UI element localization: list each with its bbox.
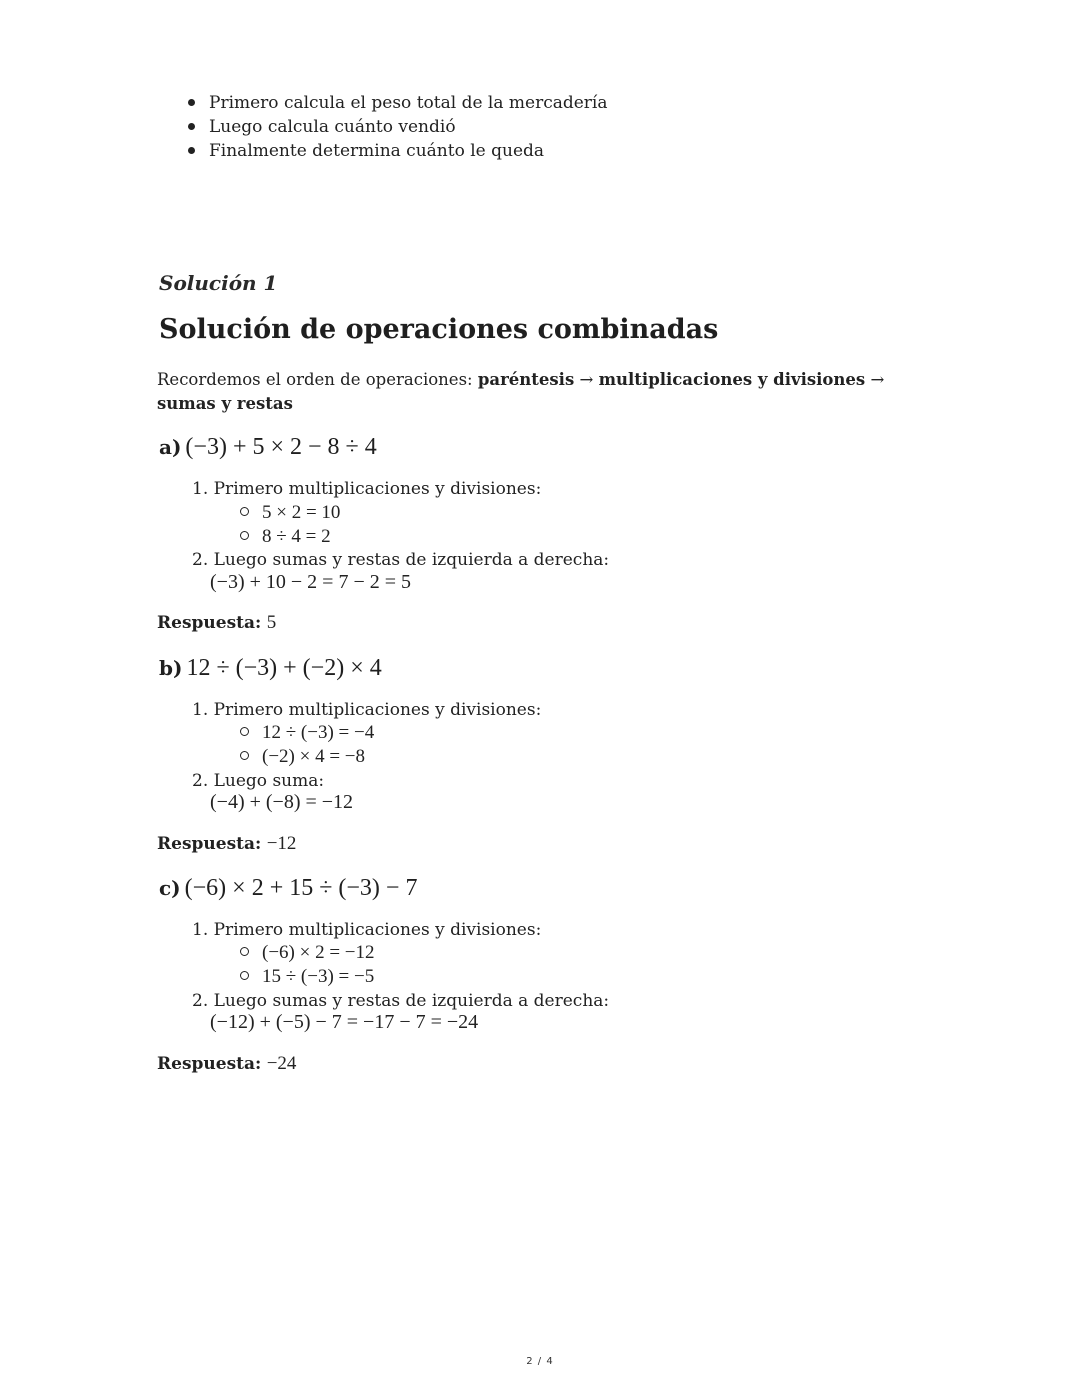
answer-label: Respuesta: — [157, 613, 262, 633]
arrow-icon: → — [574, 370, 599, 389]
exercise-expression: (−6) × 2 + 15 ÷ (−3) − 7 — [184, 875, 418, 901]
exercise-expression: (−3) + 5 × 2 − 8 ÷ 4 — [185, 434, 377, 460]
step-1: 1. Primero multiplicaciones y divisiones: — [192, 700, 542, 720]
intro-mult-div: multiplicaciones y divisiones — [598, 370, 866, 389]
step-2: 2. Luego sumas y restas de izquierda a derecha: — [192, 550, 610, 570]
sub-step: 15 ÷ (−3) = −5 — [240, 965, 374, 988]
calculation: (−12) + (−5) − 7 = −17 − 7 = −24 — [210, 1011, 479, 1033]
intro-parentheses: paréntesis — [477, 370, 575, 389]
intro-add-sub: sumas y restas — [157, 394, 293, 413]
exercise-heading-a — [159, 434, 377, 461]
section-title: Solución de operaciones combinadas — [159, 314, 719, 345]
hint-item: Primero calcula el peso total de la mercadería — [188, 91, 608, 115]
answer-label: Respuesta: — [157, 834, 262, 854]
hollow-bullet-icon — [240, 947, 249, 956]
answer-value: −12 — [266, 833, 297, 854]
hollow-bullet-icon — [240, 971, 249, 980]
hollow-bullet-icon — [240, 507, 249, 516]
sub-step: (−2) × 4 = −8 — [240, 745, 365, 768]
hollow-bullet-icon — [240, 751, 249, 760]
intro-prefix: Recordemos el orden de operaciones: — [157, 370, 478, 389]
answer-c — [157, 1053, 296, 1075]
sub-step: 12 ÷ (−3) = −4 — [240, 721, 374, 744]
page-number: 2 / 4 — [526, 1356, 554, 1367]
answer-value: −24 — [266, 1053, 297, 1074]
arrow-icon: → — [865, 370, 885, 389]
sub-step: 5 × 2 = 10 — [240, 501, 340, 524]
sub-step: 8 ÷ 4 = 2 — [240, 525, 331, 548]
exercise-heading-b — [159, 655, 382, 682]
exercise-label: a) — [159, 435, 182, 459]
step-1: 1. Primero multiplicaciones y divisiones: — [192, 479, 542, 499]
hollow-bullet-icon — [240, 727, 249, 736]
hint-item: Luego calcula cuánto vendió — [188, 115, 608, 139]
answer-a — [157, 612, 276, 634]
answer-b — [157, 833, 296, 855]
step-2: 2. Luego sumas y restas de izquierda a derecha: — [192, 991, 610, 1011]
answer-label: Respuesta: — [157, 1054, 262, 1074]
hint-list — [188, 91, 608, 163]
step-2: 2. Luego suma: — [192, 771, 325, 791]
step-1: 1. Primero multiplicaciones y divisiones: — [192, 920, 542, 940]
solution-label: Solución 1 — [159, 271, 278, 295]
sub-step: (−6) × 2 = −12 — [240, 941, 375, 964]
intro-paragraph — [157, 368, 897, 416]
answer-value: 5 — [266, 612, 277, 633]
exercise-label: c) — [159, 876, 181, 900]
hollow-bullet-icon — [240, 531, 249, 540]
exercise-expression: 12 ÷ (−3) + (−2) × 4 — [186, 655, 382, 681]
calculation: (−3) + 10 − 2 = 7 − 2 = 5 — [210, 571, 411, 593]
exercise-label: b) — [159, 656, 183, 680]
calculation: (−4) + (−8) = −12 — [210, 791, 354, 813]
hint-item: Finalmente determina cuánto le queda — [188, 139, 608, 163]
exercise-heading-c — [159, 875, 417, 902]
